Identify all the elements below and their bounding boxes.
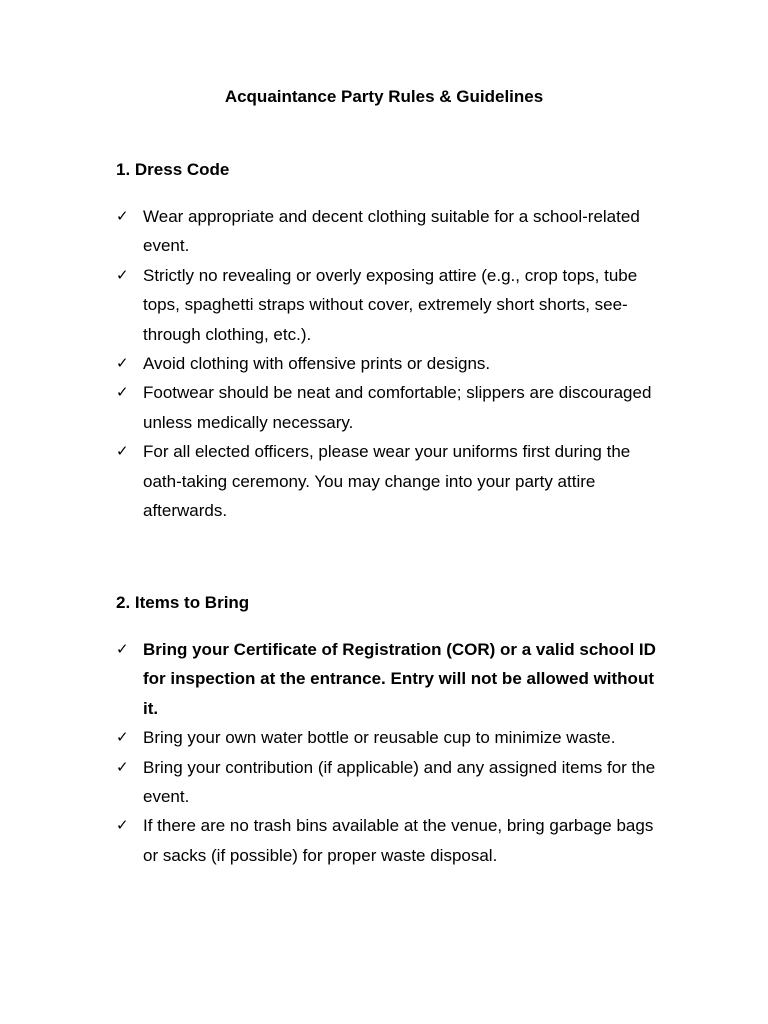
list-item-text: Bring your Certificate of Registration (COR) or a valid school ID for inspection at the entrance. Entry will not be allowed without it. [143, 640, 656, 718]
list-item-text: Avoid clothing with offensive prints or designs. [143, 354, 491, 374]
section-heading-dress-code: 1. Dress Code [116, 160, 230, 179]
checkmark-icon: ✓ [116, 265, 129, 284]
list-item-text: Bring your own water bottle or reusable cup to minimize waste. [143, 728, 616, 748]
list-item [116, 753, 656, 812]
list-item [116, 378, 656, 437]
list-item [116, 811, 656, 870]
list-item [116, 349, 656, 378]
list-item-text: For all elected officers, please wear your uniforms first during the oath-taking ceremony. You may change into your party attire afterwards. [143, 442, 631, 521]
document-title: Acquaintance Party Rules & Guidelines [224, 87, 544, 106]
checkmark-icon: ✓ [116, 757, 129, 776]
list-item [116, 202, 656, 261]
list-item-text: Wear appropriate and decent clothing suitable for a school-related event. [143, 207, 640, 256]
list-item [116, 635, 656, 723]
checkmark-icon: ✓ [116, 728, 129, 747]
list-item-text: If there are no trash bins available at the venue, bring garbage bags or sacks (if possible) for proper waste disposal. [143, 816, 654, 865]
checkmark-icon: ✓ [116, 640, 129, 658]
list-item [116, 261, 656, 349]
checkmark-icon: ✓ [116, 354, 129, 373]
dress-code-list [116, 202, 656, 525]
checkmark-icon: ✓ [116, 816, 129, 835]
list-item-text: Footwear should be neat and comfortable; slippers are discouraged unless medically necessary. [143, 383, 652, 432]
checkmark-icon: ✓ [116, 383, 129, 402]
checkmark-icon: ✓ [116, 442, 129, 461]
section-heading-items-to-bring: 2. Items to Bring [116, 593, 250, 612]
list-item [116, 723, 656, 752]
list-item-text: Bring your contribution (if applicable) and any assigned items for the event. [143, 757, 656, 807]
list-item-text: Strictly no revealing or overly exposing attire (e.g., crop tops, tube tops, spaghetti straps without cover, extremely short shorts, see-through clothing, etc.). [143, 265, 638, 344]
list-item [116, 437, 656, 525]
items-to-bring-list [116, 635, 656, 870]
checkmark-icon: ✓ [116, 207, 129, 225]
